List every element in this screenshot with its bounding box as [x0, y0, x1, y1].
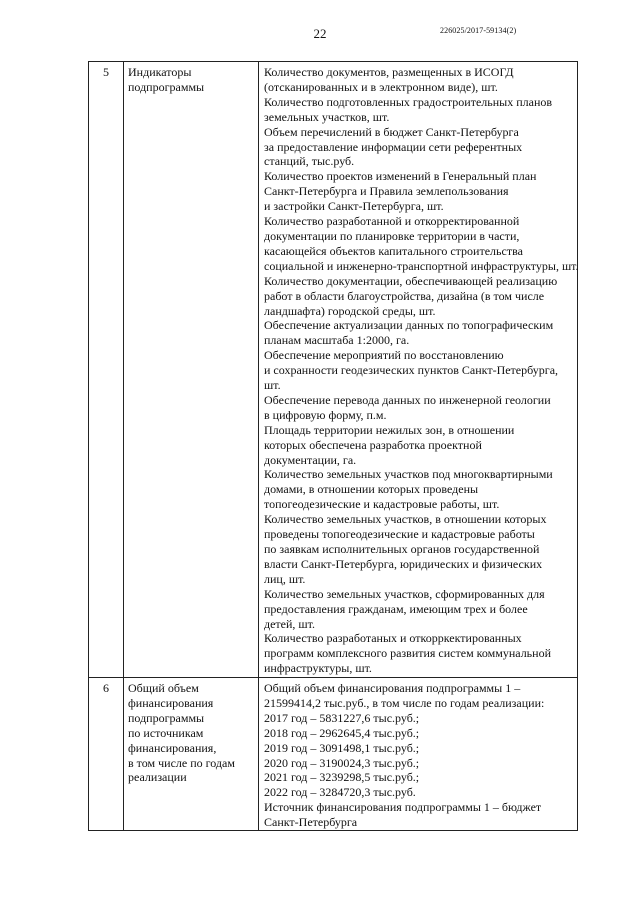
- row-name-line: подпрограммы: [128, 710, 205, 725]
- row-content-line: Количество документации, обеспечивающей реализацию: [264, 273, 558, 288]
- row-name-line: по источникам: [128, 725, 204, 740]
- row-content-line: инфраструктуры, шт.: [264, 661, 372, 676]
- row-content-cell: [259, 62, 578, 678]
- row-content-line: Санкт-Петербурга и Правила землепользования: [264, 184, 509, 199]
- row-content-line: Обеспечение актуализации данных по топографическим: [264, 318, 554, 333]
- row-name-cell: [124, 62, 259, 678]
- row-content-line: 2019 год – 3091498,1 тыс.руб.;: [264, 740, 420, 755]
- row-number: 5: [89, 62, 124, 678]
- row-content-line: Количество разработаных и откорркектированных: [264, 631, 522, 646]
- row-content-line: лиц, шт.: [264, 571, 306, 586]
- row-name-line: Индикаторы: [128, 65, 192, 79]
- page-number: 22: [313, 26, 327, 41]
- row-content-line: 2017 год – 5831227,6 тыс.руб.;: [264, 710, 420, 725]
- row-name-line: реализации: [128, 770, 187, 785]
- row-content-line: 2021 год – 3239298,5 тыс.руб.;: [264, 770, 420, 785]
- row-content-line: детей, шт.: [264, 616, 316, 631]
- row-content-line: планам масштаба 1:2000, га.: [264, 333, 410, 348]
- row-content-line: Количество подготовленных градостроительных планов: [264, 94, 553, 109]
- row-name-line: Общий объем: [128, 681, 199, 695]
- row-content-line: Количество разработанной и откорректированной: [264, 214, 520, 229]
- table-row: [89, 678, 578, 831]
- row-content-line: в цифровую форму, п.м.: [264, 407, 387, 422]
- row-content-cell: [259, 678, 578, 831]
- row-number: 6: [89, 678, 124, 831]
- row-content-line: по заявкам исполнительных органов государственной: [264, 542, 540, 556]
- row-content-line: и сохранности геодезических пунктов Санкт-Петербурга,: [264, 363, 559, 378]
- passport-table: [88, 61, 578, 831]
- row-content-line: Объем перечислений в бюджет Санкт-Петербурга: [264, 124, 519, 139]
- row-content-line: 2018 год – 2962645,4 тыс.руб.;: [264, 725, 420, 740]
- row-content-line: домами, в отношении которых проведены: [264, 482, 479, 497]
- row-content-line: социальной и инженерно-транспортной инфраструктуры, шт.: [264, 258, 579, 273]
- row-content-line: Количество земельных участков, сформированных для: [264, 586, 545, 601]
- row-content-line: документации, га.: [264, 452, 357, 467]
- row-content-line: 2022 год – 3284720,3 тыс.руб.: [264, 785, 416, 800]
- row-content-line: Общий объем финансирования подпрограммы 1 –: [264, 681, 521, 695]
- row-content-line: Количество проектов изменений в Генеральный план: [264, 169, 537, 184]
- row-name-line: в том числе по годам: [128, 755, 235, 770]
- row-name-line: подпрограммы: [128, 79, 205, 94]
- row-name-line: финансирования,: [128, 740, 217, 755]
- row-content-line: Санкт-Петербурга: [264, 815, 358, 830]
- row-content-line: ландшафта) городской среды, шт.: [264, 303, 436, 318]
- row-content-line: 21599414,2 тыс.руб., в том числе по годам реализации:: [264, 695, 545, 710]
- row-content-line: работ в области благоустройства, дизайна (в том числе: [264, 288, 545, 303]
- row-content-line: топогеодезические и кадастровые работы, шт.: [264, 497, 500, 512]
- row-content-line: 2020 год – 3190024,3 тыс.руб.;: [264, 755, 420, 770]
- row-content-line: Площадь территории нежилых зон, в отношении: [264, 422, 515, 437]
- row-content-line: Обеспечение мероприятий по восстановлению: [264, 348, 504, 363]
- table-body: [89, 62, 578, 831]
- document-id: 226025/2017-59134(2): [440, 26, 517, 35]
- row-content-line: земельных участков, шт.: [264, 109, 390, 124]
- row-content-line: документации по планировке территории в части,: [264, 228, 520, 243]
- row-content-line: Источник финансирования подпрограммы 1 – бюджет: [264, 800, 542, 815]
- row-content-line: станций, тыс.руб.: [264, 154, 355, 169]
- row-content-line: которых обеспечена разработка проектной: [264, 437, 482, 452]
- row-name-line: финансирования: [128, 695, 214, 710]
- table-row: [89, 62, 578, 678]
- row-content-line: Обеспечение перевода данных по инженерной геологии: [264, 392, 551, 407]
- row-content-line: предоставления гражданам, имеющим трех и более: [264, 601, 528, 616]
- row-name-cell: [124, 678, 259, 831]
- row-content-line: за предоставление информации сети референтных: [264, 139, 523, 154]
- row-content-line: касающейся объектов капитального строительства: [264, 243, 523, 258]
- row-content-line: Количество земельных участков, в отношении которых: [264, 512, 547, 527]
- row-content-line: проведены топогеодезические и кадастровые работы: [264, 527, 535, 542]
- row-content-line: Количество документов, размещенных в ИСОГД: [264, 65, 514, 79]
- row-content-line: власти Санкт-Петербурга, юридических и физических: [264, 556, 543, 571]
- row-content-line: Количество земельных участков под многоквартирными: [264, 467, 553, 482]
- row-content-line: шт.: [264, 378, 281, 393]
- row-content-line: (отсканированных и в электронном виде), шт.: [264, 79, 498, 94]
- row-content-line: программ комплексного развития систем коммунальной: [264, 646, 551, 661]
- row-content-line: и застройки Санкт-Петербурга, шт.: [264, 199, 444, 214]
